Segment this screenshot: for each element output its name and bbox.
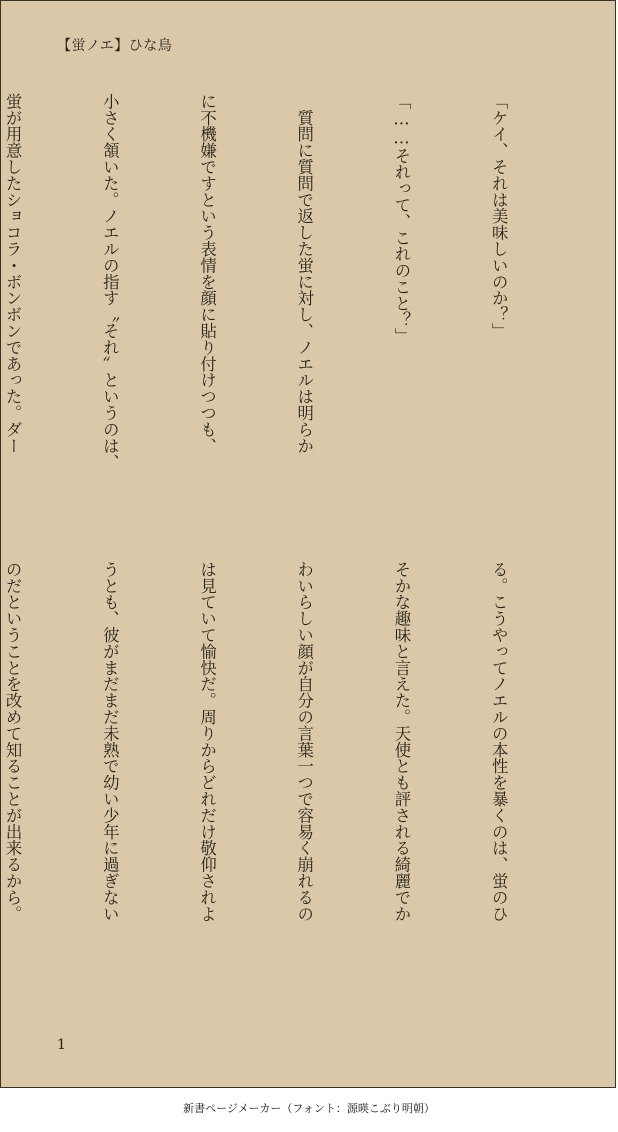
text-line: 小さく頷いた。ノエルの指す〝それ〟というのは、 <box>100 93 120 471</box>
text-line: うとも、彼がまだまだ未熟で幼い少年に過ぎない <box>100 561 120 922</box>
text-line: る。こうやってノエルの本性を暴くのは、蛍のひ <box>489 561 509 922</box>
text-line: のだということを改めて知ることが出来るから。 <box>3 561 23 922</box>
text-line: そかな趣味と言えた。天使とも評される綺麗でか <box>391 561 411 922</box>
text-line: に不機嫌ですという表情を顔に貼り付けつつも、 <box>197 93 217 454</box>
footer-credit: 新書ページメーカー（フォント：源暎こぶり明朝） <box>183 1102 435 1115</box>
text-line: 「……それって、これのこと？」 <box>391 93 411 345</box>
text-line: は見ていて愉快だ。周りからどれだけ敬仰されよ <box>197 561 217 922</box>
text-line: 質問に質問で返した蛍に対し、ノエルは明らか <box>294 93 314 454</box>
text-line: 「ケイ、それは美味しいのか？」 <box>489 93 509 339</box>
chapter-header: 【蛍ノエ】ひな鳥 <box>57 38 173 54</box>
page-number: 1 <box>57 1037 66 1053</box>
text-line: わいらしい顔が自分の言葉一つで容易く崩れるの <box>294 561 314 922</box>
text-block-bottom <box>0 561 579 999</box>
text-line: 蛍が用意したショコラ・ボンボンであった。ダー <box>3 93 23 454</box>
text-block-top <box>0 93 579 531</box>
